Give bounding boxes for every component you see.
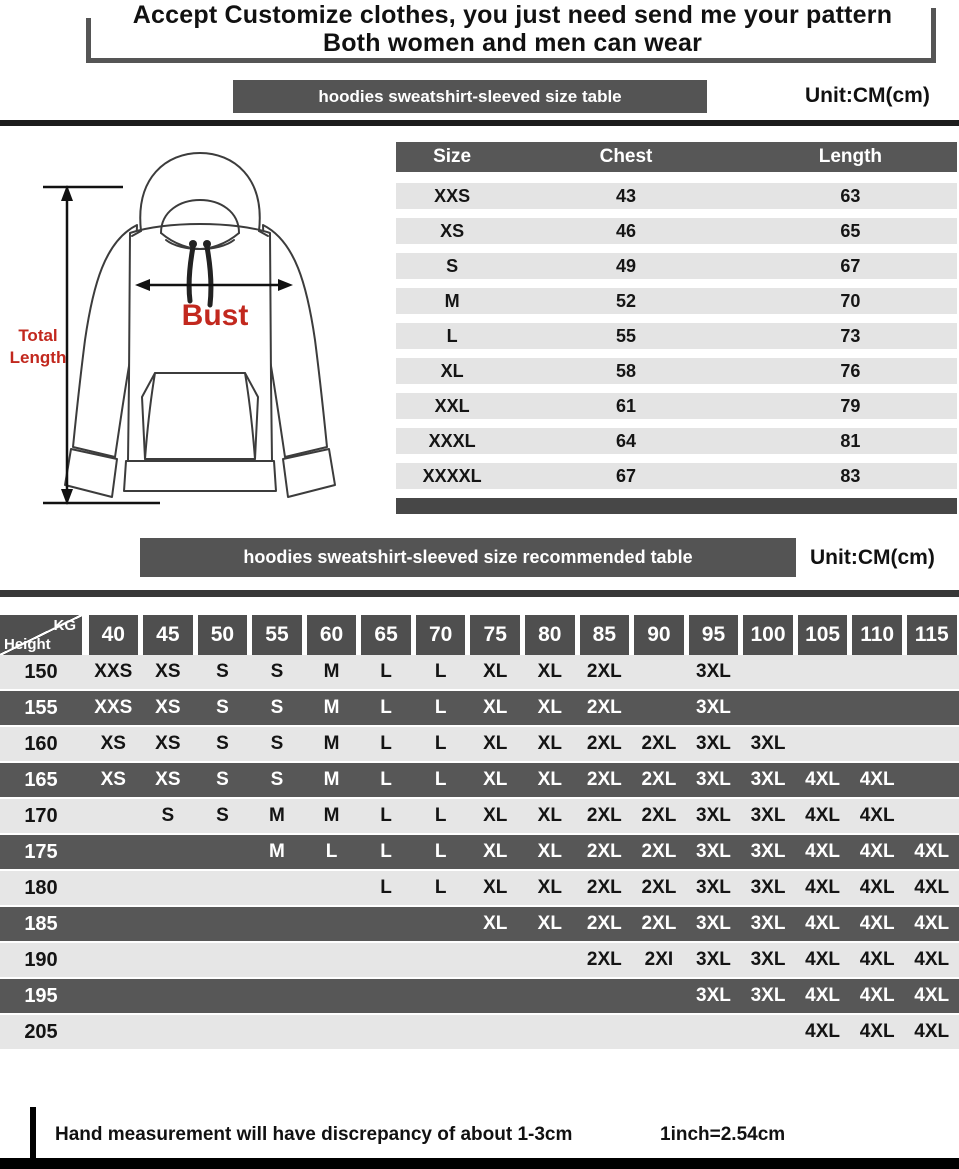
weight-header-cell: 80 bbox=[525, 615, 575, 655]
matrix-size-cell: M bbox=[323, 733, 340, 754]
matrix-size-cell: 4XL bbox=[859, 913, 895, 934]
matrix-size-cell: 3XL bbox=[750, 985, 786, 1006]
matrix-size-cell: 4XL bbox=[859, 769, 895, 790]
height-label-cell: 205 bbox=[24, 1020, 58, 1043]
matrix-size-cell: L bbox=[380, 697, 392, 718]
matrix-size-cell: 3XL bbox=[750, 913, 786, 934]
chest-cell: 46 bbox=[615, 220, 636, 241]
matrix-size-cell: 4XL bbox=[914, 949, 950, 970]
length-cell: 67 bbox=[840, 255, 861, 276]
length-cell: 76 bbox=[840, 360, 861, 381]
length-cell: 63 bbox=[840, 185, 861, 206]
weight-header-cell: 50 bbox=[198, 615, 248, 655]
bottom-border-bar bbox=[0, 1158, 959, 1169]
matrix-size-cell: 3XL bbox=[696, 733, 731, 754]
matrix-size-cell: XL bbox=[537, 841, 562, 862]
matrix-size-cell: 4XL bbox=[914, 841, 950, 862]
matrix-size-cell: 2XL bbox=[586, 661, 622, 682]
matrix-size-cell: 4XL bbox=[859, 877, 895, 898]
matrix-size-cell: 3XL bbox=[696, 949, 731, 970]
matrix-size-cell: 2XL bbox=[641, 805, 677, 826]
weight-header-cell: 75 bbox=[470, 615, 520, 655]
size-table-row bbox=[396, 428, 957, 454]
matrix-size-cell: S bbox=[216, 697, 229, 718]
size-table-footer-bar bbox=[396, 498, 957, 514]
size-table-row bbox=[396, 358, 957, 384]
matrix-size-cell: 4XL bbox=[805, 1021, 841, 1042]
matrix-size-cell: 3XL bbox=[696, 805, 731, 826]
matrix-size-cell: XL bbox=[483, 697, 508, 718]
chest-cell: 58 bbox=[615, 360, 636, 381]
matrix-size-cell: XL bbox=[483, 733, 508, 754]
matrix-size-cell: 3XL bbox=[696, 661, 731, 682]
matrix-size-cell: 4XL bbox=[914, 1021, 950, 1042]
matrix-size-cell: S bbox=[216, 661, 229, 682]
matrix-size-cell: 2XL bbox=[586, 841, 622, 862]
matrix-size-cell: S bbox=[270, 661, 284, 682]
size-table-unit-label: Unit:CM(cm) bbox=[805, 84, 930, 107]
size-table-header bbox=[396, 142, 957, 172]
matrix-size-cell: 2XL bbox=[641, 841, 677, 862]
matrix-size-cell: S bbox=[270, 769, 284, 790]
matrix-size-cell: 2XL bbox=[641, 877, 677, 898]
matrix-body bbox=[0, 655, 959, 1051]
hoodie-hem bbox=[124, 461, 276, 491]
matrix-size-cell: L bbox=[380, 877, 392, 898]
matrix-size-cell: 4XL bbox=[805, 877, 841, 898]
recommended-table-banner: hoodies sweatshirt-sleeved size recommended table bbox=[140, 538, 796, 577]
matrix-size-cell: 2XL bbox=[586, 733, 622, 754]
weight-header-cell: 85 bbox=[580, 615, 630, 655]
matrix-size-cell: XS bbox=[100, 769, 126, 790]
matrix-size-cell: M bbox=[323, 661, 340, 682]
height-label-cell: 180 bbox=[24, 876, 58, 899]
matrix-size-cell: XL bbox=[537, 733, 562, 754]
size-cell: M bbox=[444, 290, 460, 311]
matrix-row bbox=[0, 907, 959, 943]
matrix-size-cell: L bbox=[380, 769, 392, 790]
length-cell: 79 bbox=[840, 395, 861, 416]
matrix-size-cell: 2XL bbox=[586, 769, 622, 790]
matrix-size-cell: L bbox=[434, 697, 447, 718]
chest-cell: 67 bbox=[615, 465, 636, 486]
size-table-row bbox=[396, 253, 957, 279]
matrix-size-cell: 4XL bbox=[805, 769, 841, 790]
matrix-size-cell: L bbox=[380, 805, 392, 826]
size-cell: XXXXL bbox=[422, 465, 482, 486]
matrix-size-cell: S bbox=[270, 733, 284, 754]
corner-height-label: Height bbox=[4, 636, 51, 653]
title-bracket-left bbox=[86, 18, 91, 63]
matrix-size-cell: S bbox=[216, 733, 229, 754]
chest-cell: 52 bbox=[615, 290, 636, 311]
matrix-size-cell: M bbox=[323, 805, 340, 826]
height-label-cell: 150 bbox=[24, 660, 58, 683]
matrix-size-cell: 3XL bbox=[750, 841, 786, 862]
hoodie-left-sleeve bbox=[73, 225, 137, 457]
height-label-cell: 170 bbox=[24, 804, 58, 827]
size-cell: S bbox=[446, 255, 459, 276]
size-cell: XXXL bbox=[428, 430, 476, 451]
size-cell: XS bbox=[440, 220, 465, 241]
height-label-cell: 165 bbox=[24, 768, 58, 791]
size-table-row bbox=[396, 288, 957, 314]
page-title bbox=[90, 1, 935, 57]
matrix-size-cell: 2XL bbox=[641, 733, 677, 754]
matrix-row bbox=[0, 835, 959, 871]
matrix-size-cell: 4XL bbox=[805, 913, 841, 934]
recommended-table-unit-label: Unit:CM(cm) bbox=[810, 546, 935, 569]
matrix-size-cell: 2XL bbox=[641, 913, 677, 934]
size-table-banner: hoodies sweatshirt-sleeved size table bbox=[233, 80, 707, 113]
height-label-cell: 195 bbox=[24, 984, 58, 1007]
inch-conversion-note: 1inch=2.54cm bbox=[660, 1124, 786, 1145]
matrix-size-cell: L bbox=[380, 841, 392, 862]
matrix-row bbox=[0, 943, 959, 979]
title-line-1: Accept Customize clothes, you just need send me your pattern bbox=[132, 1, 893, 29]
matrix-size-cell: 3XL bbox=[750, 733, 786, 754]
length-cell: 70 bbox=[840, 290, 861, 311]
size-table-row bbox=[396, 393, 957, 419]
matrix-size-cell: XL bbox=[537, 661, 562, 682]
matrix-size-cell: 3XL bbox=[750, 877, 786, 898]
title-bracket-bottom bbox=[86, 58, 936, 63]
recommended-size-matrix bbox=[0, 615, 959, 1051]
matrix-size-cell: XL bbox=[483, 877, 508, 898]
matrix-size-cell: 4XL bbox=[805, 805, 841, 826]
matrix-row bbox=[0, 655, 959, 691]
matrix-row bbox=[0, 1015, 959, 1051]
matrix-size-cell: 2XL bbox=[586, 877, 622, 898]
hoodie-right-sleeve bbox=[263, 225, 327, 457]
matrix-row bbox=[0, 871, 959, 907]
matrix-row bbox=[0, 979, 959, 1015]
weight-header-cell: 60 bbox=[307, 615, 357, 655]
matrix-size-cell: XL bbox=[537, 697, 562, 718]
matrix-size-cell: 4XL bbox=[805, 841, 841, 862]
height-label-cell: 155 bbox=[24, 696, 58, 719]
weight-header-cell: 115 bbox=[907, 615, 957, 655]
length-cell: 65 bbox=[840, 220, 861, 241]
size-cell: XXS bbox=[434, 185, 471, 206]
measurement-note: Hand measurement will have discrepancy of about 1-3cm bbox=[55, 1124, 573, 1145]
matrix-size-cell: 2XL bbox=[641, 769, 677, 790]
matrix-size-cell: 4XL bbox=[805, 949, 841, 970]
matrix-size-cell: 3XL bbox=[750, 769, 786, 790]
matrix-size-cell: 2XL bbox=[586, 805, 622, 826]
corner-kg-label: KG bbox=[53, 617, 76, 634]
chest-cell: 64 bbox=[615, 430, 636, 451]
matrix-size-cell: XXS bbox=[94, 661, 133, 682]
matrix-header-row bbox=[0, 615, 959, 655]
chest-cell: 49 bbox=[615, 255, 636, 276]
length-cell: 81 bbox=[840, 430, 861, 451]
matrix-size-cell: XS bbox=[155, 733, 181, 754]
size-table-row bbox=[396, 323, 957, 349]
weight-header-cell: 100 bbox=[743, 615, 793, 655]
hoodie-grommet-left bbox=[189, 240, 197, 248]
matrix-size-cell: XL bbox=[483, 769, 508, 790]
weight-header-cell: 70 bbox=[416, 615, 466, 655]
matrix-size-cell: 3XL bbox=[696, 841, 731, 862]
matrix-size-cell: 4XL bbox=[859, 985, 895, 1006]
size-table bbox=[396, 142, 957, 514]
matrix-size-cell: XL bbox=[537, 769, 562, 790]
weight-header-cell: 40 bbox=[89, 615, 139, 655]
matrix-size-cell: 3XL bbox=[750, 805, 786, 826]
size-table-row bbox=[396, 218, 957, 244]
height-label-cell: 175 bbox=[24, 840, 58, 863]
total-length-label-line2: Length bbox=[9, 348, 67, 367]
matrix-size-cell: XS bbox=[100, 733, 126, 754]
weight-header-cell: 45 bbox=[143, 615, 193, 655]
matrix-size-cell: L bbox=[434, 769, 447, 790]
weight-header-cell: 55 bbox=[252, 615, 302, 655]
matrix-size-cell: L bbox=[434, 877, 447, 898]
column-header-length: Length bbox=[818, 146, 883, 167]
matrix-size-cell: M bbox=[269, 805, 285, 826]
matrix-size-cell: XS bbox=[155, 697, 181, 718]
matrix-size-cell: L bbox=[380, 733, 392, 754]
matrix-size-cell: L bbox=[325, 841, 338, 862]
title-bracket-right bbox=[931, 8, 936, 63]
matrix-size-cell: 2XI bbox=[644, 949, 674, 970]
height-label-cell: 185 bbox=[24, 912, 58, 935]
total-length-label-line1: Total bbox=[18, 326, 58, 345]
column-header-size: Size bbox=[433, 146, 472, 167]
matrix-row bbox=[0, 727, 959, 763]
matrix-size-cell: L bbox=[434, 661, 447, 682]
matrix-size-cell: S bbox=[216, 769, 229, 790]
divider-middle bbox=[0, 590, 959, 597]
matrix-row bbox=[0, 763, 959, 799]
matrix-size-cell: 2XL bbox=[586, 913, 622, 934]
matrix-size-cell: 4XL bbox=[859, 805, 895, 826]
matrix-size-cell: XL bbox=[483, 805, 508, 826]
bust-label: Bust bbox=[181, 299, 249, 332]
matrix-size-cell: 3XL bbox=[696, 769, 731, 790]
matrix-size-cell: XS bbox=[155, 769, 181, 790]
hoodie-pocket bbox=[145, 373, 255, 459]
matrix-size-cell: 4XL bbox=[859, 841, 895, 862]
matrix-size-cell: M bbox=[323, 769, 340, 790]
matrix-size-cell: 2XL bbox=[586, 697, 622, 718]
matrix-size-cell: 4XL bbox=[914, 877, 950, 898]
chest-cell: 55 bbox=[615, 325, 636, 346]
matrix-size-cell: XS bbox=[155, 661, 181, 682]
length-cell: 73 bbox=[840, 325, 861, 346]
weight-header-cell: 95 bbox=[689, 615, 739, 655]
divider-top bbox=[0, 120, 959, 126]
matrix-size-cell: 4XL bbox=[805, 985, 841, 1006]
matrix-size-cell: XL bbox=[483, 841, 508, 862]
matrix-size-cell: XL bbox=[537, 877, 562, 898]
chest-cell: 61 bbox=[615, 395, 636, 416]
matrix-size-cell: S bbox=[216, 805, 229, 826]
height-label-cell: 160 bbox=[24, 732, 58, 755]
height-label-cell: 190 bbox=[24, 948, 58, 971]
hoodie-measurement-diagram bbox=[5, 133, 395, 530]
hoodie-hood-outer bbox=[140, 153, 259, 231]
matrix-size-cell: 3XL bbox=[750, 949, 786, 970]
matrix-row bbox=[0, 799, 959, 835]
matrix-size-cell: XL bbox=[483, 913, 508, 934]
weight-header-cell: 65 bbox=[361, 615, 411, 655]
matrix-size-cell: 4XL bbox=[859, 1021, 895, 1042]
matrix-size-cell: 2XL bbox=[586, 949, 622, 970]
matrix-size-cell: XXS bbox=[94, 697, 133, 718]
matrix-size-cell: 4XL bbox=[914, 913, 950, 934]
weight-header-cell: 90 bbox=[634, 615, 684, 655]
matrix-size-cell: XL bbox=[537, 805, 562, 826]
matrix-row bbox=[0, 691, 959, 727]
size-cell: XL bbox=[440, 360, 464, 381]
matrix-size-cell: XL bbox=[537, 913, 562, 934]
matrix-corner-cell bbox=[0, 615, 82, 655]
weight-header-cell: 110 bbox=[852, 615, 902, 655]
chest-cell: 43 bbox=[615, 185, 636, 206]
matrix-size-cell: S bbox=[161, 805, 175, 826]
length-cell: 83 bbox=[840, 465, 861, 486]
size-cell: L bbox=[446, 325, 458, 346]
hoodie-grommet-right bbox=[203, 240, 211, 248]
matrix-size-cell: 3XL bbox=[696, 697, 731, 718]
matrix-size-cell: 3XL bbox=[696, 985, 731, 1006]
size-table-row bbox=[396, 463, 957, 489]
matrix-size-cell: 3XL bbox=[696, 913, 731, 934]
matrix-size-cell: 3XL bbox=[696, 877, 731, 898]
matrix-size-cell: L bbox=[434, 733, 447, 754]
matrix-size-cell: S bbox=[270, 697, 284, 718]
matrix-size-cell: L bbox=[380, 661, 392, 682]
matrix-size-cell: L bbox=[434, 805, 447, 826]
size-cell: XXL bbox=[434, 395, 470, 416]
weight-header-cell: 105 bbox=[798, 615, 848, 655]
matrix-size-cell: XL bbox=[483, 661, 508, 682]
size-table-rows bbox=[396, 183, 957, 489]
matrix-size-cell: L bbox=[434, 841, 447, 862]
matrix-size-cell: 4XL bbox=[859, 949, 895, 970]
footer-left-bar bbox=[30, 1107, 36, 1163]
matrix-size-cell: M bbox=[323, 697, 340, 718]
size-table-row bbox=[396, 183, 957, 209]
matrix-size-cell: M bbox=[269, 841, 285, 862]
title-line-2: Both women and men can wear bbox=[322, 29, 703, 57]
matrix-size-cell: 4XL bbox=[914, 985, 950, 1006]
column-header-chest: Chest bbox=[599, 146, 653, 167]
